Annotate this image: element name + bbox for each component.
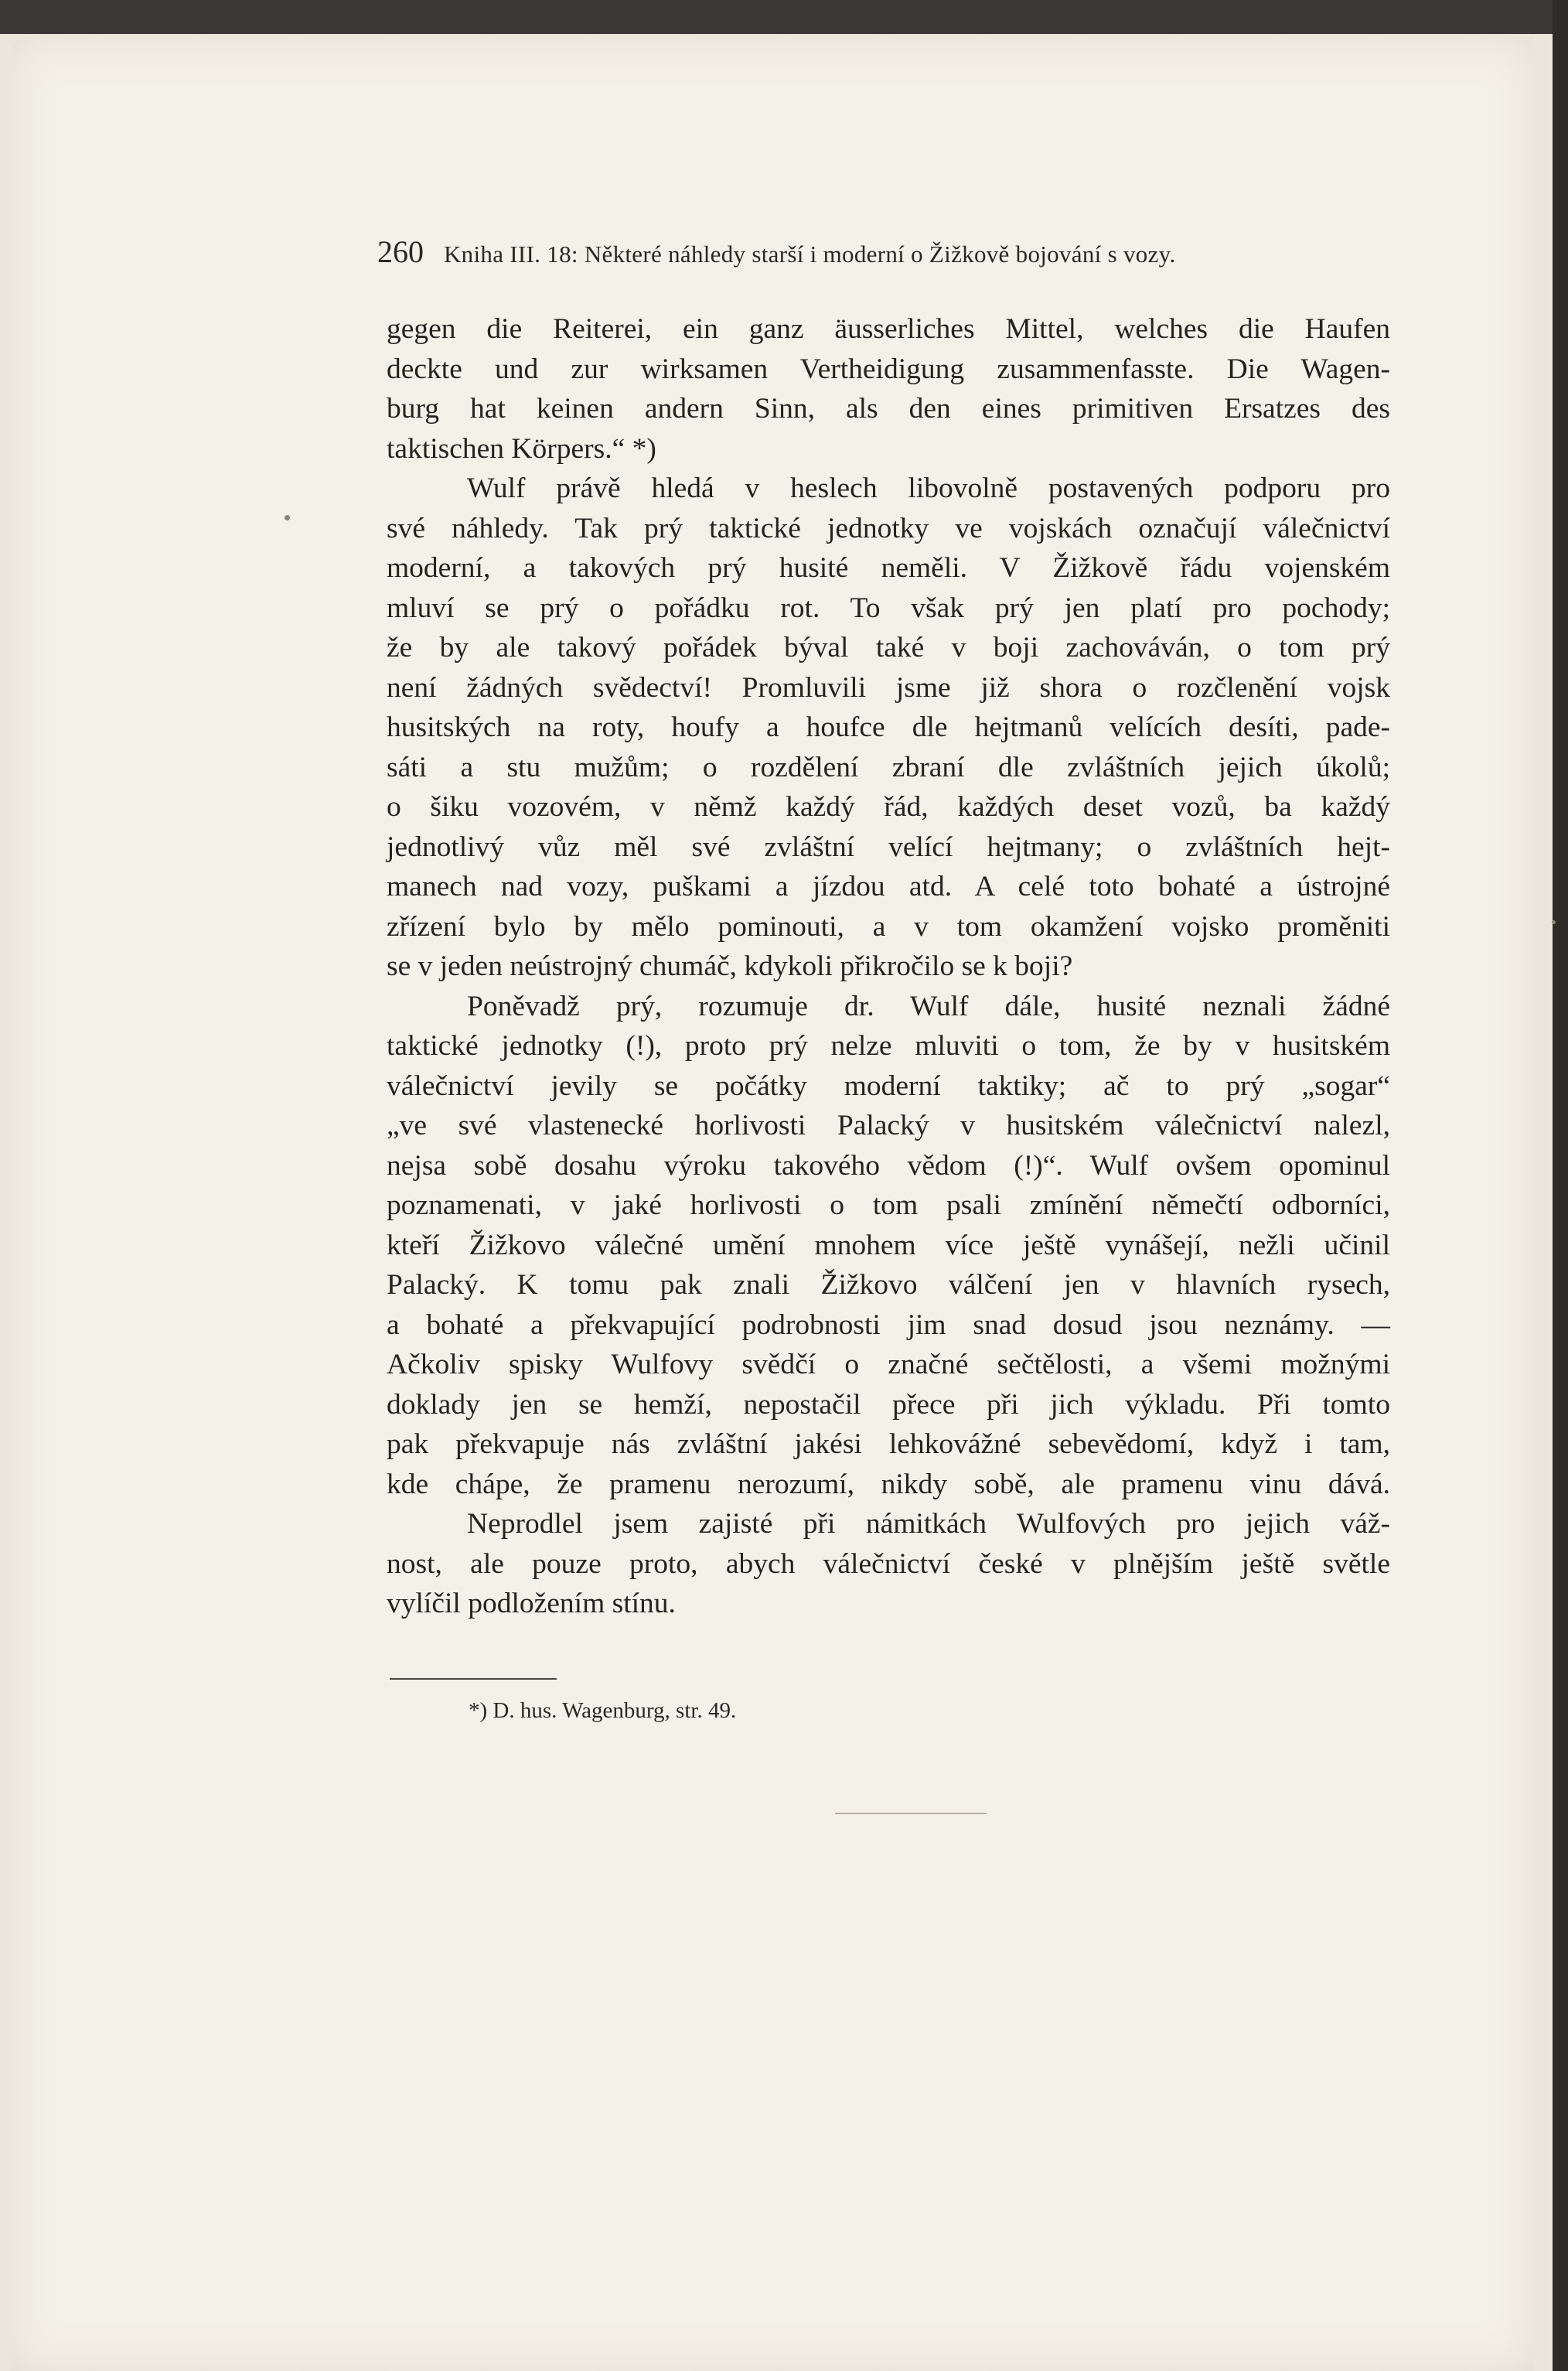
text-line: manech nad vozy, puškami a jízdou atd. A celé toto bohaté a ústrojné — [387, 871, 1390, 902]
text-line: jednotlivý vůz měl své zvláštní velící hejtmany; o zvláštních hejt- — [387, 831, 1390, 863]
text-line: „ve své vlastenecké horlivosti Palacký v husitském válečnictví nalezl, — [387, 1110, 1390, 1141]
text-line: Ačkoliv spisky Wulfovy svědčí o značné sečtělosti, a všemi možnými — [387, 1349, 1390, 1380]
text-line: poznamenati, v jaké horlivosti o tom psali zmínění němečtí odborníci, — [387, 1189, 1390, 1221]
text-line: kteří Žižkovo válečné umění mnohem více ještě vynášejí, nežli učinil — [387, 1229, 1390, 1261]
running-head: Kniha III. 18: Některé náhledy starší i moderní o Žižkově bojování s vozy. — [444, 241, 1176, 268]
text-line: se v jeden neústrojný chumáč, kdykoli přikročilo se k boji? — [387, 950, 1073, 982]
text-line: husitských na roty, houfy a houfce dle hejtmanů velících desíti, pade- — [387, 711, 1390, 743]
text-line: válečnictví jevily se počátky moderní taktiky; ač to prý „sogar“ — [387, 1070, 1390, 1102]
faint-divider — [835, 1813, 987, 1814]
body-text — [387, 309, 1390, 1624]
paragraph-first-line: Neprodlel jsem zajisté při námitkách Wulfových pro jejich váž- — [467, 1508, 1390, 1540]
text-line: není žádných svědectví! Promluvili jsme již shora o rozčlenění vojsk — [387, 671, 1390, 704]
text-line: nost, ale pouze proto, abych válečnictví české v plnějším ještě světle — [387, 1547, 1390, 1580]
scanner-edge-top — [0, 0, 1568, 34]
text-line: zřízení bylo by mělo pominouti, a v tom okamžení vojsko proměniti — [387, 910, 1390, 943]
speck — [285, 515, 290, 520]
footnote-rule — [390, 1678, 557, 1680]
text-line: gegen die Reiterei, ein ganz äusserliches Mittel, welches die Haufen — [387, 313, 1390, 345]
text-line: moderní, a takových prý husité neměli. V Žižkově řádu vojenském — [387, 552, 1390, 584]
text-line: deckte und zur wirksamen Vertheidigung zusammenfasste. Die Wagen- — [387, 353, 1390, 385]
text-line: taktischen Körpers.“ *) — [387, 432, 656, 465]
text-line: taktické jednotky (!), proto prý nelze mluviti o tom, že by v husitském — [387, 1030, 1390, 1062]
paragraph-first-line: Poněvadž prý, rozumuje dr. Wulf dále, husité neznali žádné — [467, 990, 1390, 1022]
text-line: burg hat keinen andern Sinn, als den eines primitiven Ersatzes des — [387, 393, 1390, 425]
text-line: pak překvapuje nás zvláštní jakési lehkovážné sebevědomí, když i tam, — [387, 1428, 1390, 1460]
text-line: o šiku vozovém, v němž každý řád, každých deset vozů, ba každý — [387, 791, 1390, 823]
footnote: *) D. hus. Wagenburg, str. 49. — [469, 1698, 737, 1723]
speck — [1552, 920, 1556, 924]
text-line: své náhledy. Tak prý taktické jednotky ve vojskách označují válečnictví — [387, 512, 1390, 544]
paragraph-first-line: Wulf právě hledá v heslech libovolně postavených podporu pro — [467, 472, 1390, 504]
text-line: sáti a stu mužům; o rozdělení zbraní dle zvláštních jejich úkolů; — [387, 751, 1390, 783]
text-line: kde chápe, že pramenu nerozumí, nikdy sobě, ale pramenu vinu dává. — [387, 1468, 1390, 1500]
page-number: 260 — [377, 234, 424, 269]
text-line: Palacký. K tomu pak znali Žižkovo válčení jen v hlavních rysech, — [387, 1269, 1390, 1301]
text-line: nejsa sobě dosahu výroku takového vědom (!)“. Wulf ovšem opominul — [387, 1149, 1390, 1182]
page-header — [377, 234, 1398, 270]
text-line: a bohaté a překvapující podrobnosti jim snad dosud jsou neznámy. — — [387, 1308, 1390, 1341]
text-line: doklady jen se hemží, nepostačil přece při jich výkladu. Při tomto — [387, 1388, 1390, 1421]
text-line: mluví se prý o pořádku rot. To však prý jen platí pro pochody; — [387, 592, 1390, 624]
text-line: že by ale takový pořádek býval také v boji zachováván, o tom prý — [387, 632, 1390, 664]
text-line: vylíčil podložením stínu. — [387, 1588, 676, 1619]
scanner-edge-right — [1553, 0, 1568, 2371]
